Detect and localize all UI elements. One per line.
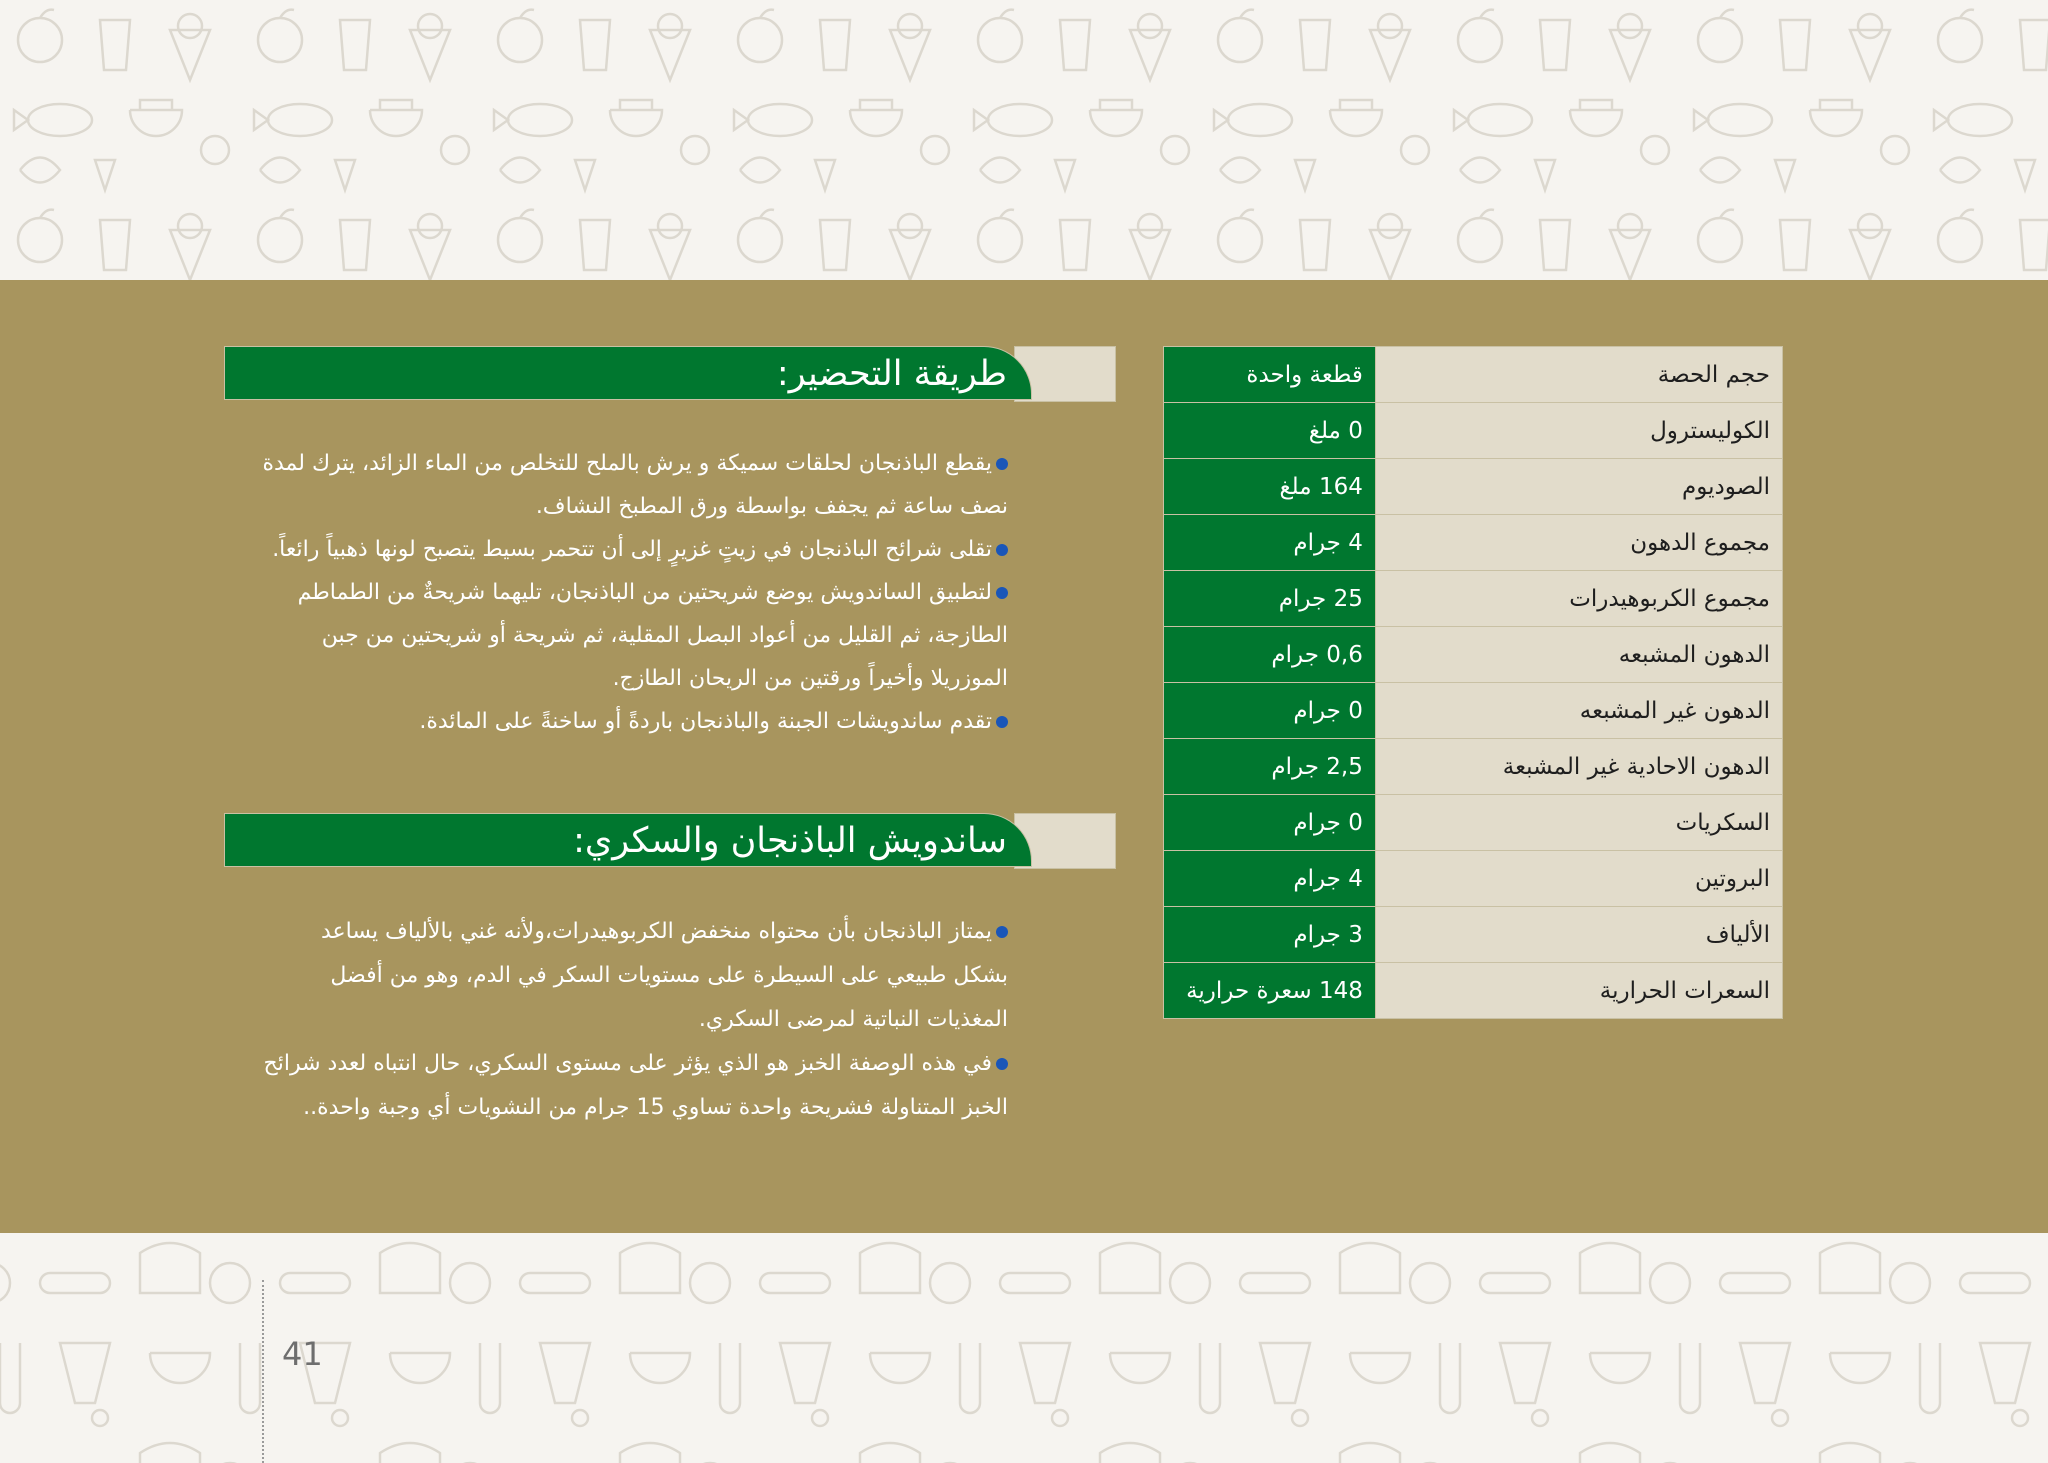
nutrient-value: 0 جرام [1164, 683, 1376, 739]
nutrient-value: 0 ملغ [1164, 403, 1376, 459]
diabetic-points [262, 910, 1008, 1130]
step-text: لتطبيق الساندويش يوضع شريحتين من الباذنجان، تليهما شريحةٌ من الطماطم الطازجة، ثم القليل من أعواد البصل المقلية، ثم شريحة أو شريحتين من جبن الموزريلا وأخيراً ورقتين من الريحان الطازج. [297, 580, 1008, 691]
bullet-icon [996, 1058, 1008, 1070]
bullet-icon [996, 458, 1008, 470]
nutrient-value: قطعة واحدة [1164, 347, 1376, 403]
nutrient-value: 148 سعرة حرارية [1164, 963, 1376, 1019]
step-text: تقلى شرائح الباذنجان في زيتٍ غزيرٍ إلى أن تتحمر بسيط يتصبح لونها ذهبياً رائعاً. [272, 537, 992, 562]
bullet-icon [996, 587, 1008, 599]
list-item [262, 910, 1008, 1042]
table-row [1164, 907, 1783, 963]
table-row [1164, 963, 1783, 1019]
method-header [224, 346, 1116, 402]
table-row [1164, 515, 1783, 571]
nutrient-label: البروتين [1375, 851, 1782, 907]
table-row [1164, 851, 1783, 907]
list-item [262, 571, 1008, 700]
point-text: في هذه الوصفة الخبز هو الذي يؤثر على مستوى السكري، حال انتباه لعدد شرائح الخبز المتناولة فشريحة واحدة تساوي 15 جرام من النشويات أي وجبة واحدة.. [263, 1051, 1008, 1120]
nutrient-value: 0 جرام [1164, 795, 1376, 851]
diabetic-title: ساندويش الباذنجان والسكري: [224, 813, 1032, 867]
nutrition-table [1163, 346, 1783, 1019]
nutrient-label: مجموع الدهون [1375, 515, 1782, 571]
diabetic-header [224, 813, 1116, 869]
step-text: يقطع الباذنجان لحلقات سميكة و يرش بالملح للتخلص من الماء الزائد، يترك لمدة نصف ساعة ثم يجفف بواسطة ورق المطبخ النشاف. [262, 451, 1008, 519]
nutrient-label: الصوديوم [1375, 459, 1782, 515]
nutrient-label: الدهون المشبعه [1375, 627, 1782, 683]
nutrient-label: السكريات [1375, 795, 1782, 851]
point-text: يمتاز الباذنجان بأن محتواه منخفض الكربوهيدرات،ولأنه غني بالألياف يساعد بشكل طبيعي على السيطرة على مستويات السكر في الدم، وهو من أفضل المغذيات النباتية لمرضى السكري. [320, 919, 1008, 1032]
nutrient-label: مجموع الكربوهيدرات [1375, 571, 1782, 627]
nutrient-label: الدهون الاحادية غير المشبعة [1375, 739, 1782, 795]
table-row [1164, 795, 1783, 851]
page-number: 41 [282, 1335, 323, 1373]
step-text: تقدم ساندويشات الجبنة والباذنجان باردةً أو ساخنةً على المائدة. [419, 709, 992, 734]
nutrient-value: 4 جرام [1164, 851, 1376, 907]
nutrient-label: السعرات الحرارية [1375, 963, 1782, 1019]
table-row [1164, 739, 1783, 795]
bullet-icon [996, 926, 1008, 938]
nutrient-value: 2,5 جرام [1164, 739, 1376, 795]
nutrient-value: 0,6 جرام [1164, 627, 1376, 683]
method-steps [262, 442, 1008, 743]
list-item [262, 442, 1008, 528]
table-row [1164, 403, 1783, 459]
nutrient-value: 3 جرام [1164, 907, 1376, 963]
nutrient-value: 164 ملغ [1164, 459, 1376, 515]
nutrient-label: الكوليسترول [1375, 403, 1782, 459]
bullet-icon [996, 544, 1008, 556]
nutrient-label: الدهون غير المشبعه [1375, 683, 1782, 739]
top-food-pattern [0, 0, 2048, 280]
list-item [262, 700, 1008, 743]
nutrient-value: 4 جرام [1164, 515, 1376, 571]
table-row [1164, 347, 1783, 403]
nutrient-label: الألياف [1375, 907, 1782, 963]
list-item [262, 1042, 1008, 1130]
list-item [262, 528, 1008, 571]
nutrient-label: حجم الحصة [1375, 347, 1782, 403]
page-divider [262, 1280, 264, 1463]
table-row [1164, 459, 1783, 515]
nutrient-value: 25 جرام [1164, 571, 1376, 627]
table-row [1164, 571, 1783, 627]
table-row [1164, 627, 1783, 683]
table-row [1164, 683, 1783, 739]
method-title: طريقة التحضير: [224, 346, 1032, 400]
food-doodle-pattern-icon [0, 0, 2048, 280]
bullet-icon [996, 716, 1008, 728]
